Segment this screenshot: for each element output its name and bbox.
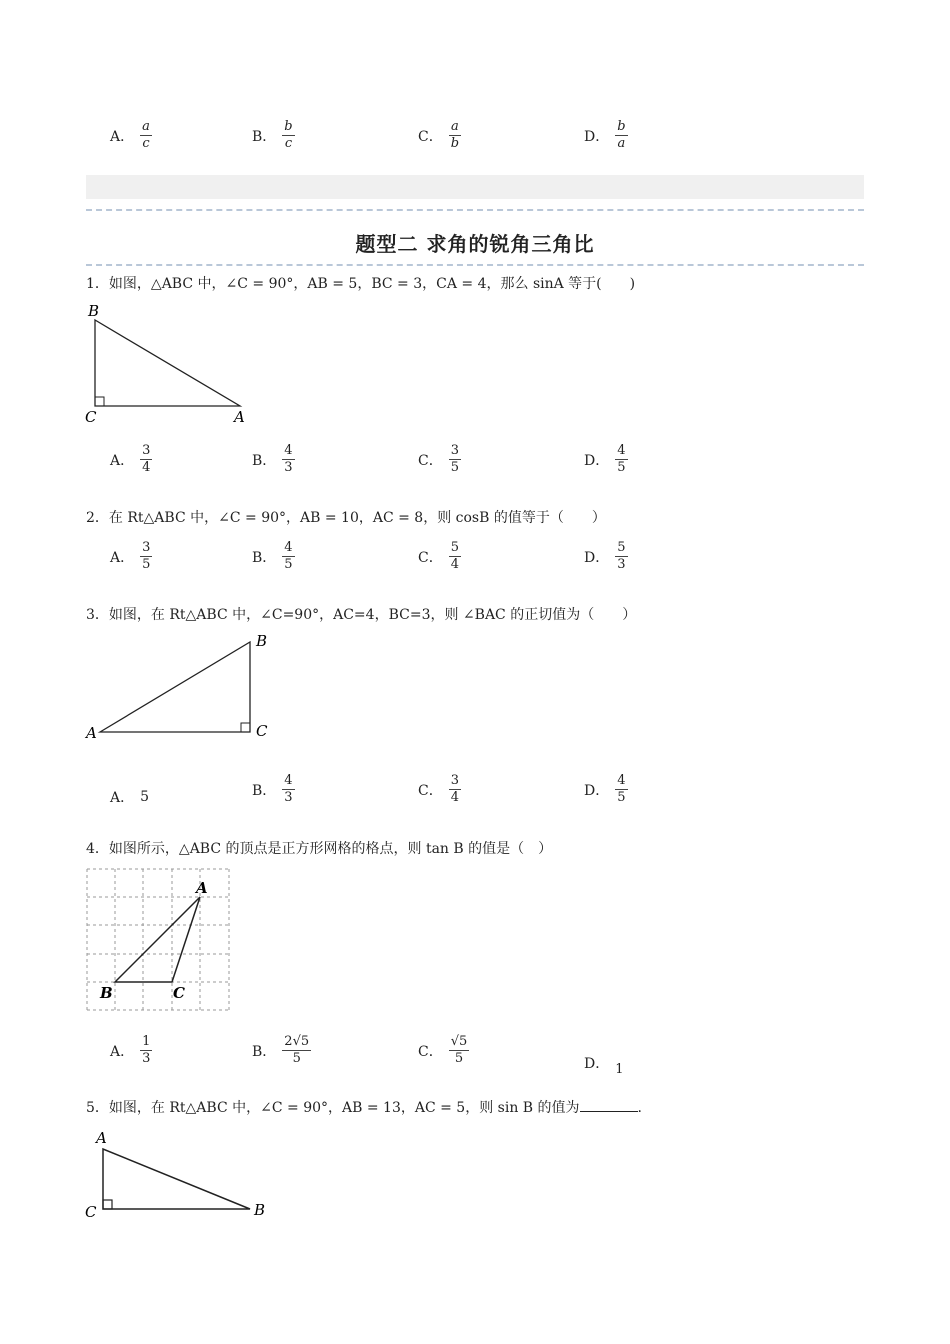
q5-right-angle [103, 1200, 112, 1209]
q4-option-d: D． 1 [584, 1055, 624, 1077]
q2-option-c: C． $\frac{5}{4}$ [418, 540, 459, 573]
q4-triangle [115, 897, 200, 982]
q3-label-c: C [256, 722, 268, 740]
question-3: 3．如图，在 Rt△ABC 中，∠C=90°，AC=4，BC=3，则 ∠BAC 的正切值为（ ） [86, 607, 637, 623]
q4-label-c: C [173, 984, 185, 1002]
q3-option-b: B． $\frac{4}{3}$ [252, 773, 293, 806]
q5-label-b: B [254, 1201, 266, 1219]
q5-label-a: A [96, 1129, 107, 1147]
q4-option-c: C． $\frac{√5}{5}$ [418, 1034, 468, 1067]
q2-option-d: D． $\frac{5}{3}$ [584, 540, 626, 573]
top-option-a: A． $\frac{a}{c}$ [110, 119, 150, 152]
q4-option-a: A． $\frac{1}{3}$ [110, 1034, 151, 1067]
section-title: 题型二 求角的锐角三角比 [355, 232, 595, 256]
q3-option-c: C． $\frac{3}{4}$ [418, 773, 459, 806]
q1-label-b: B [88, 302, 100, 320]
q5-figure [82, 1125, 282, 1225]
q3-label-a: A [86, 724, 97, 742]
top-option-d: D． $\frac{b}{a}$ [584, 119, 626, 152]
divider-bottom [86, 264, 864, 266]
q4-option-b: B． $\frac{2√5}{5}$ [252, 1034, 310, 1067]
q1-option-a: A． $\frac{3}{4}$ [110, 443, 151, 476]
q3-figure [82, 630, 282, 745]
q4-label-a: A [196, 879, 208, 897]
q2-option-b: B． $\frac{4}{5}$ [252, 540, 293, 573]
q1-figure [82, 300, 262, 428]
divider-top [86, 209, 864, 211]
q3-label-b: B [256, 632, 268, 650]
q1-option-c: C． $\frac{3}{5}$ [418, 443, 459, 476]
q3-triangle [100, 642, 250, 732]
q3-option-d: D． $\frac{4}{5}$ [584, 773, 626, 806]
q1-label-a: A [234, 408, 245, 426]
q1-right-angle [95, 397, 104, 406]
question-5: 5．如图，在 Rt△ABC 中，∠C = 90°，AB = 13，AC = 5，则 sin B 的值为 . [86, 1100, 642, 1116]
gray-band [86, 175, 864, 199]
top-option-c: C． $\frac{a}{b}$ [418, 119, 460, 152]
q1-label-c: C [85, 408, 97, 426]
top-option-b: B． $\frac{b}{c}$ [252, 119, 293, 152]
q2-option-a: A． $\frac{3}{5}$ [110, 540, 151, 573]
q5-label-c: C [85, 1203, 97, 1221]
q1-option-b: B． $\frac{4}{3}$ [252, 443, 293, 476]
q1-triangle [95, 320, 240, 406]
answer-blank[interactable] [580, 1099, 638, 1112]
q4-grid-figure [86, 868, 232, 1014]
q5-triangle [103, 1149, 250, 1209]
question-4: 4．如图所示，△ABC 的顶点是正方形网格的格点，则 tan B 的值是（ ） [86, 841, 553, 857]
q3-option-a: A． 5 [110, 789, 150, 806]
question-2: 2．在 Rt△ABC 中，∠C = 90°，AB = 10，AC = 8，则 cosB 的值等于（ ） [86, 510, 606, 526]
q1-option-d: D． $\frac{4}{5}$ [584, 443, 626, 476]
question-1: 1．如图，△ABC 中，∠C = 90°，AB = 5，BC = 3，CA = 4，那么 sinA 等于( ) [86, 276, 636, 292]
q3-right-angle [241, 723, 250, 732]
q4-label-b: B [100, 984, 113, 1002]
